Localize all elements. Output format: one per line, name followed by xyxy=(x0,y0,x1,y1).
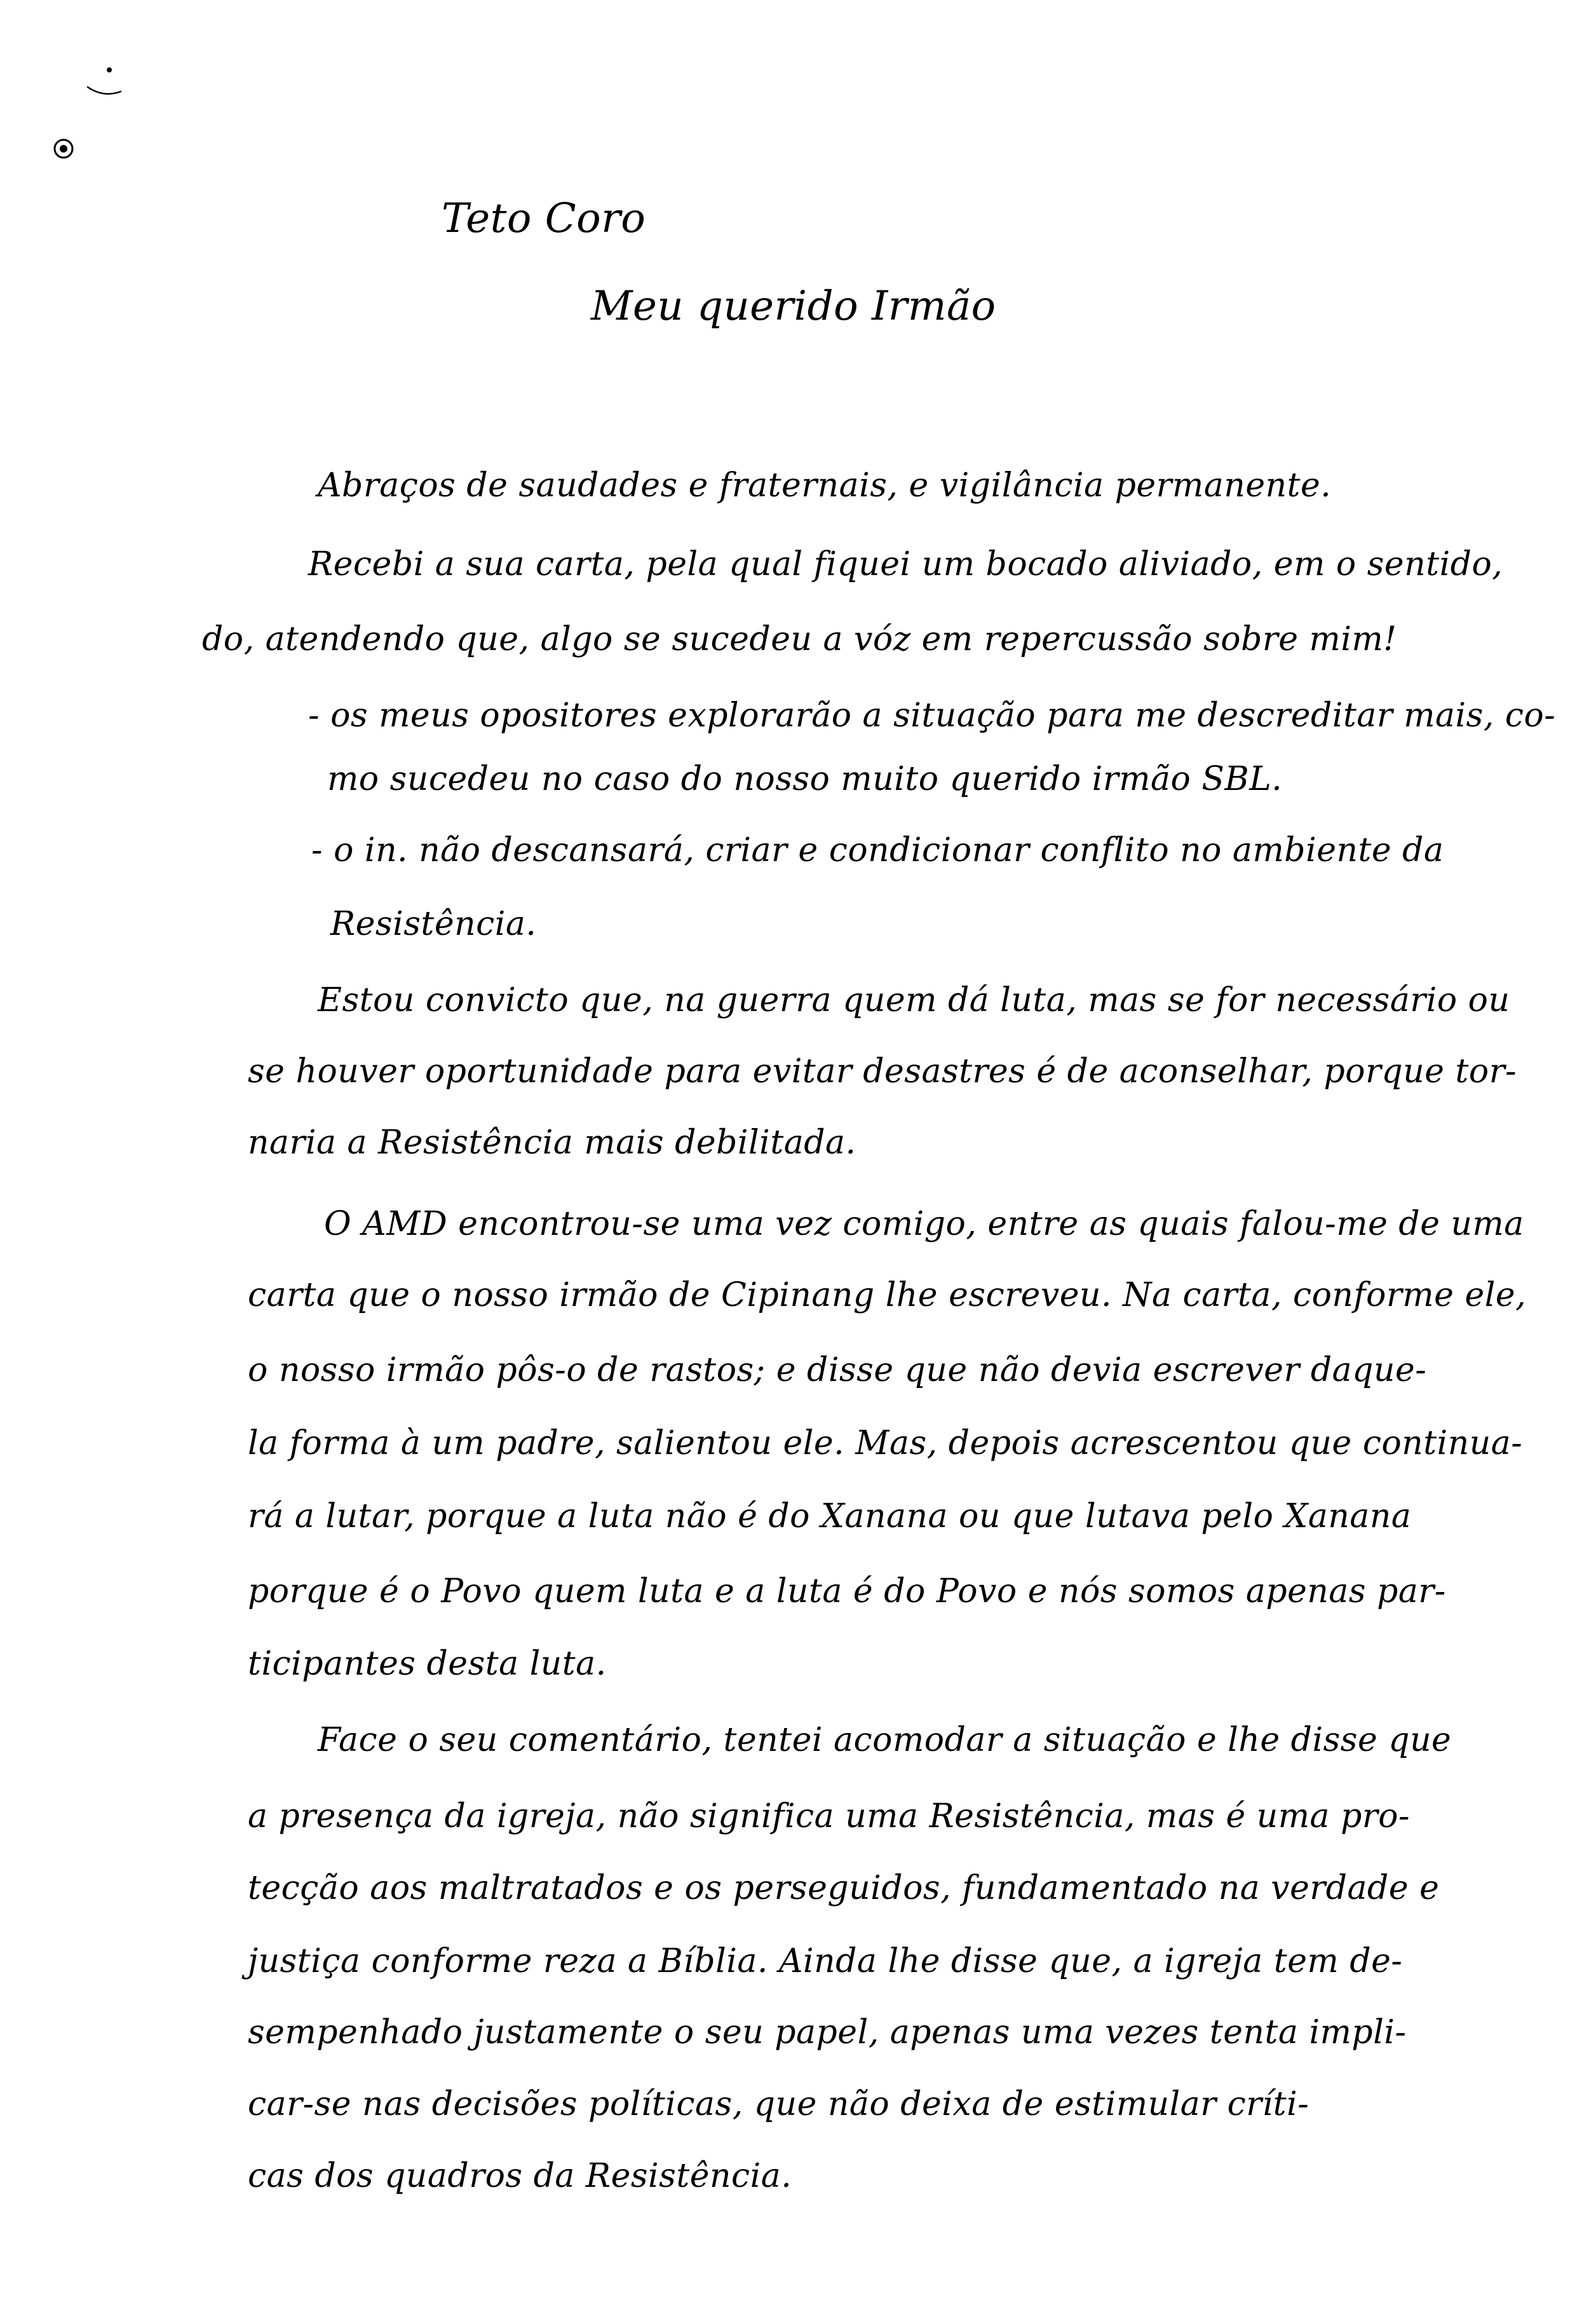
letter-line: cas dos quadros da Resistência. xyxy=(248,2157,792,2195)
letter-line: naria a Resistência mais debilitada. xyxy=(248,1124,856,1162)
punch-hole-icon xyxy=(50,135,78,163)
letter-line: tecção aos maltratados e os perseguidos, fundamentado na verdade e xyxy=(248,1869,1440,1907)
salutation-name: Teto Coro xyxy=(442,195,646,242)
salutation-greeting: Meu querido Irmão xyxy=(591,283,996,330)
letter-line: sempenhado justamente o seu papel, apenas uma vezes tenta impli- xyxy=(248,2013,1407,2052)
letter-line: carta que o nosso irmão de Cipinang lhe escreveu. Na carta, conforme ele, xyxy=(248,1276,1527,1314)
letter-line: rá a lutar, porque a luta não é do Xanana ou que lutava pelo Xanana xyxy=(248,1497,1412,1535)
letter-line: se houver oportunidade para evitar desastres é de aconselhar, porque tor- xyxy=(248,1052,1517,1091)
letter-line: do, atendendo que, algo se sucedeu a vóz em repercussão sobre mim! xyxy=(202,620,1397,658)
letter-line: Face o seu comentário, tentei acomodar a situação e lhe disse que xyxy=(318,1721,1452,1759)
letter-line: Recebi a sua carta, pela qual fiquei um bocado aliviado, em o sentido, xyxy=(308,545,1503,583)
letter-line: mo sucedeu no caso do nosso muito querido irmão SBL. xyxy=(327,760,1283,798)
letter-line: car-se nas decisões políticas, que não deixa de estimular críti- xyxy=(248,2085,1309,2123)
letter-line: - os meus opositores explorarão a situação para me descreditar mais, co- xyxy=(308,697,1556,735)
letter-line: Resistência. xyxy=(330,905,537,943)
letter-line: Abraços de saudades e fraternais, e vigilância permanente. xyxy=(318,466,1332,505)
letter-line: justiça conforme reza a Bíblia. Ainda lhe disse que, a igreja tem de- xyxy=(248,1942,1403,1980)
letter-line: porque é o Povo quem luta e a luta é do Povo e nós somos apenas par- xyxy=(248,1572,1446,1610)
letter-line: la forma à um padre, salientou ele. Mas, depois acrescentou que continua- xyxy=(248,1424,1523,1462)
letter-line: O AMD encontrou-se uma vez comigo, entre as quais falou-me de uma xyxy=(324,1205,1524,1243)
margin-mark-icon xyxy=(81,58,126,103)
letter-line: ticipantes desta luta. xyxy=(248,1645,607,1683)
letter-line: a presença da igreja, não significa uma Resistência, mas é uma pro- xyxy=(248,1797,1410,1835)
letter-line: Estou convicto que, na guerra quem dá luta, mas se for necessário ou xyxy=(318,981,1510,1019)
letter-line: - o in. não descansará, criar e condicionar conflito no ambiente da xyxy=(311,831,1444,869)
letter-line: o nosso irmão pôs-o de rastos; e disse que não devia escrever daque- xyxy=(248,1351,1427,1389)
